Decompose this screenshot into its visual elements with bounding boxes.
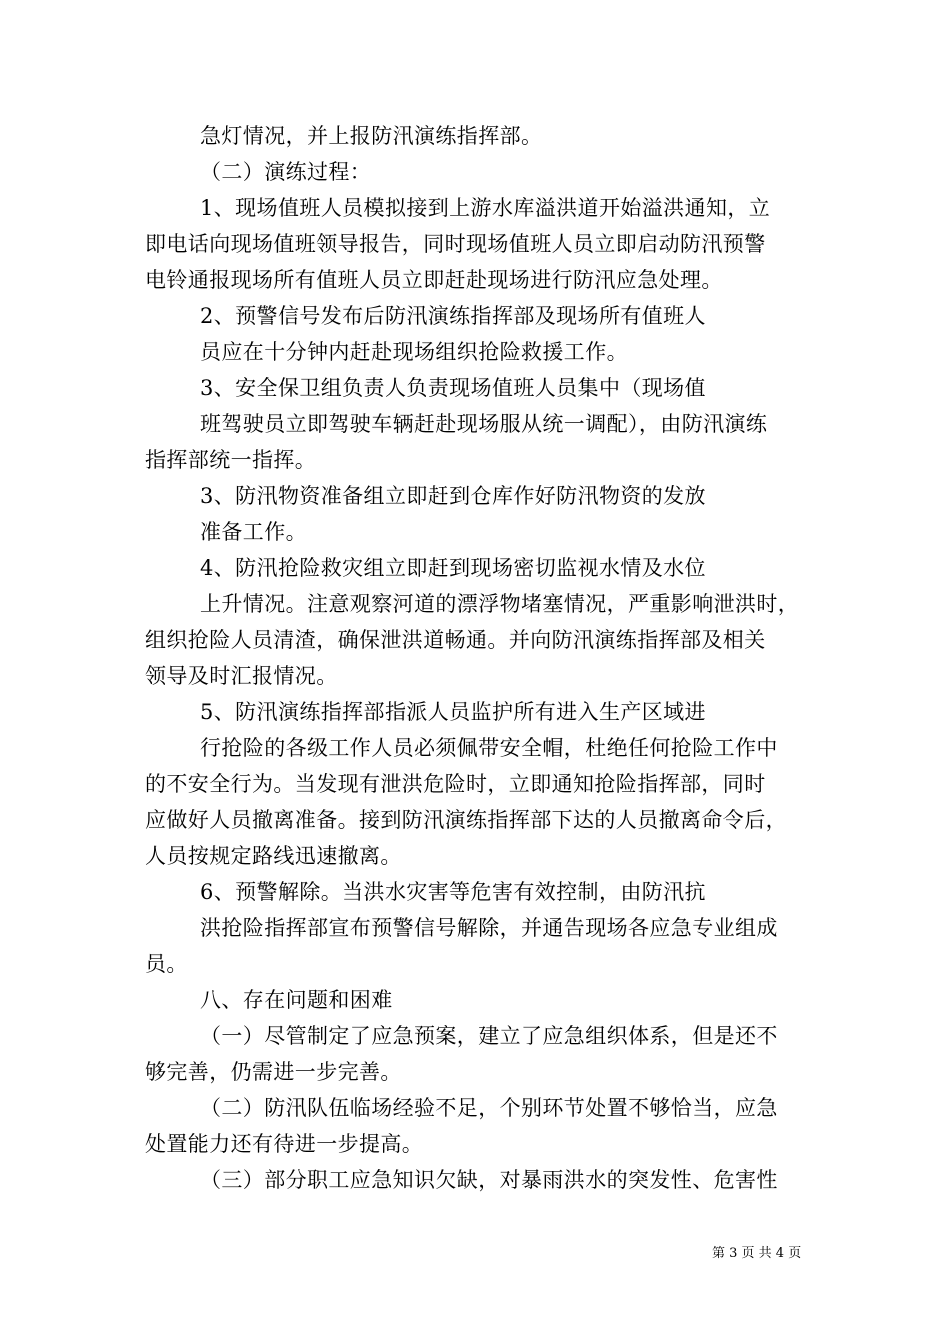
text-line: 上升情况。注意观察河道的漂浮物堵塞情况，严重影响泄洪时， (200, 592, 800, 616)
text-line: 的不安全行为。当发现有泄洪危险时，立即通知抢险指挥部，同时 (145, 772, 766, 796)
text-line: 2、预警信号发布后防汛演练指挥部及现场所有值班人 (200, 304, 706, 328)
text-line: 3、安全保卫组负责人负责现场值班人员集中（现场值 (200, 376, 706, 400)
text-line: 行抢险的各级工作人员必须佩带安全帽，杜绝任何抢险工作中 (200, 736, 778, 760)
text-line: 班驾驶员立即驾驶车辆赶赴现场服从统一调配），由防汛演练 (200, 412, 768, 436)
text-line: 领导及时汇报情况。 (145, 664, 338, 688)
text-line: 4、防汛抢险救灾组立即赶到现场密切监视水情及水位 (200, 556, 706, 580)
text-line: 员应在十分钟内赶赴现场组织抢险救援工作。 (200, 340, 628, 364)
page-number: 第 3 页 共 4 页 (712, 1246, 802, 1261)
text-line: 人员按规定路线迅速撤离。 (145, 844, 402, 868)
text-line: （一）尽管制定了应急预案，建立了应急组织体系，但是还不 (200, 1024, 778, 1048)
text-line: 1、现场值班人员模拟接到上游水库溢洪道开始溢洪通知，立 (200, 196, 771, 220)
text-line: 6、预警解除。当洪水灾害等危害有效控制，由防汛抗 (200, 880, 706, 904)
text-line: 够完善，仍需进一步完善。 (145, 1060, 402, 1084)
text-line: 准备工作。 (200, 520, 307, 544)
text-line: （二）防汛队伍临场经验不足，个别环节处置不够恰当，应急 (200, 1096, 778, 1120)
text-line: 指挥部统一指挥。 (145, 448, 317, 472)
text-line: 处置能力还有待进一步提高。 (145, 1132, 424, 1156)
text-line: 急灯情况，并上报防汛演练指挥部。 (200, 124, 543, 148)
section-heading: 八、存在问题和困难 (200, 988, 393, 1012)
text-line: 5、防汛演练指挥部指派人员监护所有进入生产区域进 (200, 700, 706, 724)
text-line: 3、防汛物资准备组立即赶到仓库作好防汛物资的发放 (200, 484, 706, 508)
text-line: 电铃通报现场所有值班人员立即赶赴现场进行防汛应急处理。 (145, 268, 723, 292)
text-line: （二）演练过程： (200, 160, 372, 184)
text-line: 洪抢险指挥部宣布预警信号解除，并通告现场各应急专业组成 (200, 916, 778, 940)
text-line: 组织抢险人员清渣，确保泄洪道畅通。并向防汛演练指挥部及相关 (145, 628, 766, 652)
text-line: 应做好人员撤离准备。接到防汛演练指挥部下达的人员撤离命令后， (145, 808, 787, 832)
text-line: 员。 (145, 952, 188, 976)
text-line: 即电话向现场值班领导报告，同时现场值班人员立即启动防汛预警 (145, 232, 766, 256)
text-line: （三）部分职工应急知识欠缺，对暴雨洪水的突发性、危害性 (200, 1168, 778, 1192)
